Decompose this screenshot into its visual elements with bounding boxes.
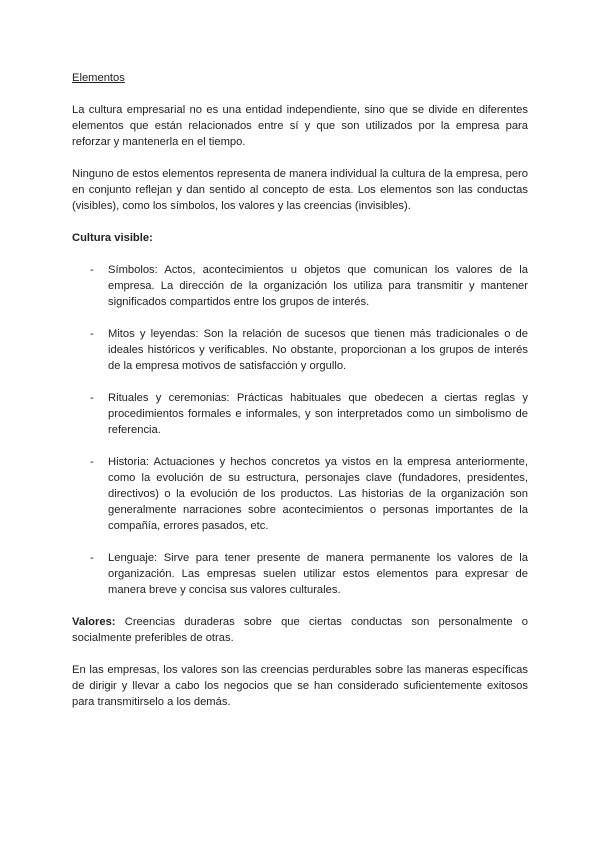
visible-elements-list [72,262,528,598]
list-dash: - [90,552,94,564]
list-item-text: Historia: Actuaciones y hechos concretos ya vistos en la empresa anteriormente, como la evolución de su estructura, personajes clave (fundadores, presidentes, directivos) o la evolución de los productos. Las historias de la organización son generalmente narraciones sobre acontecimientos o personas importantes de la compañía, errores pasados, etc. [108,456,528,532]
subheading-cultura-visible: Cultura visible: [72,232,153,244]
intro-paragraph-1: La cultura empresarial no es una entidad independiente, sino que se divide en diferentes elementos que están relacionados entre sí y que son utilizados por la empresa para reforzar y mantenerla en el tiempo. [72,104,528,148]
list-item-text: Símbolos: Actos, acontecimientos u objetos que comunican los valores de la empresa. La dirección de la organización los utiliza para transmitir y mantener significados compartidos entre los grupos de interés. [108,264,528,308]
list-dash: - [90,264,94,276]
intro-paragraph-2: Ninguno de estos elementos representa de manera individual la cultura de la empresa, pero en conjunto reflejan y dan sentido al concepto de esta. Los elementos son las conductas (visibles), como los símbolos, los valores y las creencias (invisibles). [72,168,528,212]
list-item-historia [72,454,528,534]
list-item-text: Mitos y leyendas: Son la relación de sucesos que tienen más tradicionales o de ideales históricos y verificables. No obstante, proporcionan a los grupos de interés de la empresa motivos de satisfacción y orgullo. [108,328,528,372]
section-heading: Elementos [72,72,125,84]
list-dash: - [90,328,94,340]
list-item-text: Lenguaje: Sirve para tener presente de manera permanente los valores de la organización. Las empresas suelen utilizar estos elementos para expresar de manera breve y concisa sus valores culturales. [108,552,528,596]
list-item-lenguaje [72,550,528,598]
valores-text: Creencias duraderas sobre que ciertas conductas son personalmente o socialmente preferibles de otras. [72,616,528,644]
final-paragraph: En las empresas, los valores son las creencias perdurables sobre las maneras específicas de dirigir y llevar a cabo los negocios que se han considerado suficientemente exitosos para transmitirselo a los demás. [72,664,528,708]
list-item-rituales [72,390,528,438]
list-item-mitos [72,326,528,374]
valores-paragraph [72,614,528,646]
list-item-simbolos [72,262,528,310]
list-dash: - [90,456,94,468]
valores-label: Valores: [72,616,116,628]
document-page [72,70,528,726]
list-dash: - [90,392,94,404]
list-item-text: Rituales y ceremonias: Prácticas habituales que obedecen a ciertas reglas y procedimientos formales e informales, y son interpretados como un simbolismo de referencia. [108,392,528,436]
